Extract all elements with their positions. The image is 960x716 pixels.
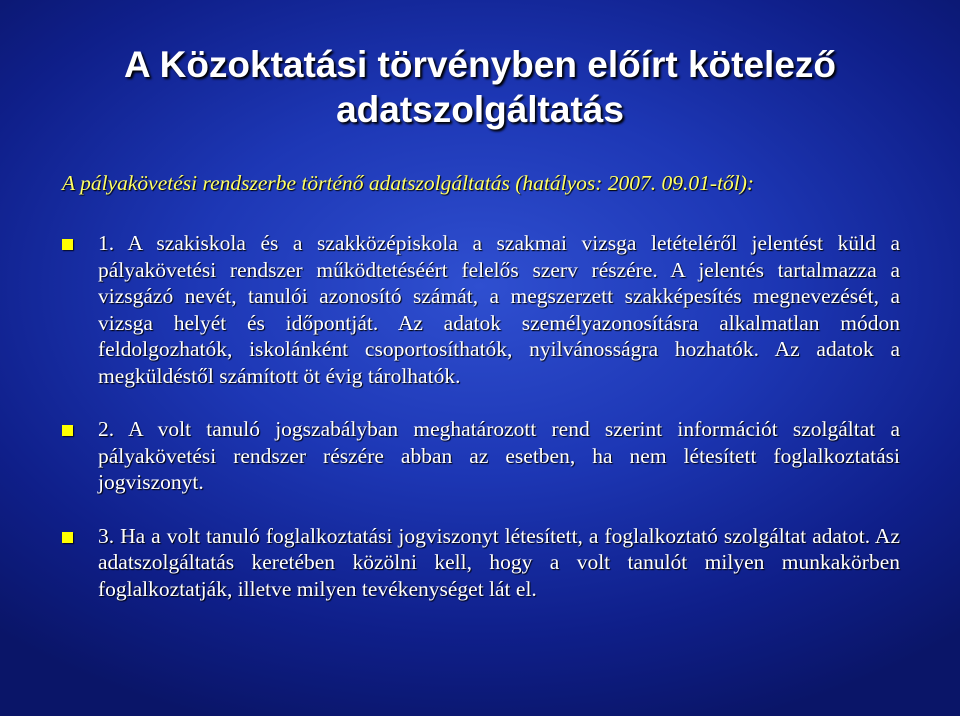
slide-subtitle: A pályakövetési rendszerbe történő adatszolgáltatás (hatályos: 2007. 09.01-től): <box>62 171 755 195</box>
bullet-item-3 <box>62 523 900 603</box>
bullet-text: 1. A szakiskola és a szakközépiskola a szakmai vizsga letételéről jelentést küld a pályakövetési rendszer működtetéséért felelős szerv részére. A jelentés tartalmazza a vizsgázó nevét, tanulói azonosító számát, a megszerzett szakképesítés megnevezését, a vizsga helyét és időpontját. Az adatok személyazonosításra alkalmatlan módon feldolgozhatók, iskolánként csoportosíthatók, nyilvánosságra hozhatók. Az adatok a megküldéstől számított öt évig tárolhatók. <box>98 231 900 388</box>
square-bullet-icon <box>62 239 73 250</box>
square-bullet-icon <box>62 532 73 543</box>
square-bullet-icon <box>62 425 73 436</box>
bullet-text: 3. Ha a volt tanuló foglalkoztatási jogviszonyt létesített, a foglalkoztató szolgáltat adatot. Az adatszolgáltatás keretében közölni kell, hogy a volt tanulót milyen munkakörben foglalkoztatják, illetve milyen tevékenységet lát el. <box>98 523 900 601</box>
bullet-item-2 <box>62 416 900 496</box>
bullet-list <box>62 230 900 602</box>
slide-title: A Közoktatási törvényben előírt kötelező adatszolgáltatás <box>123 44 837 130</box>
bullet-item-1 <box>62 230 900 389</box>
bullet-text: 2. A volt tanuló jogszabályban meghatározott rend szerint információt szolgáltat a pályakövetési rendszer részére abban az esetben, ha nem létesített foglalkoztatási jogviszonyt. <box>98 417 900 494</box>
